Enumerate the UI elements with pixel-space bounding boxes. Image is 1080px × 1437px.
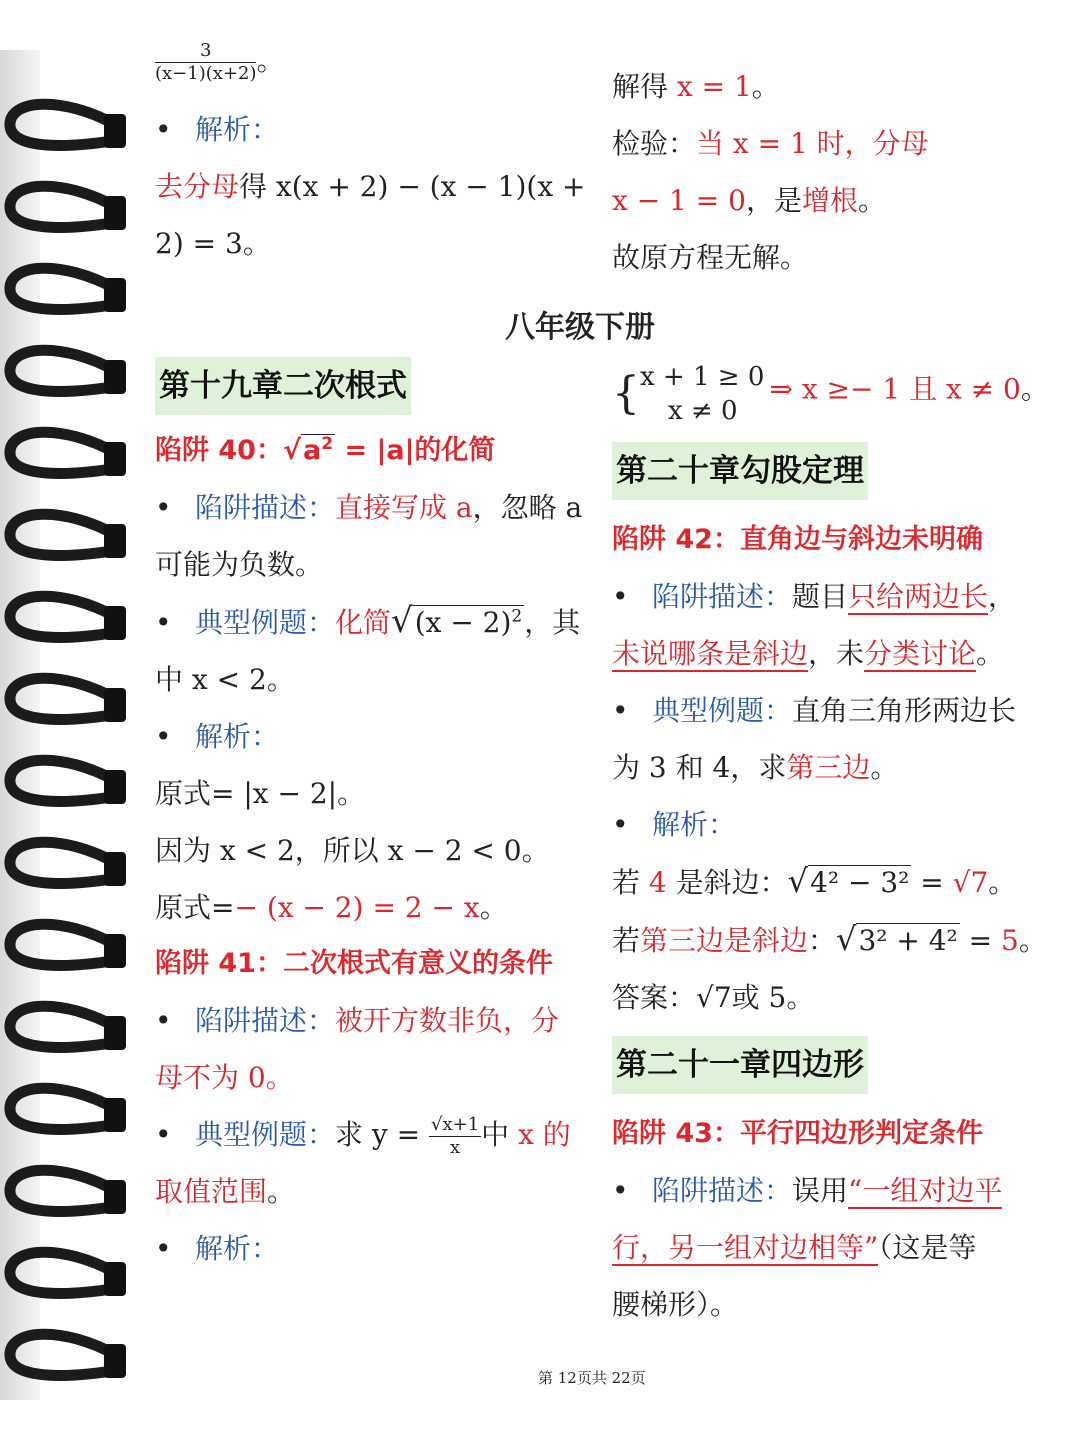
text: 得 x(x + 2) − (x − 1)(x +	[239, 170, 586, 203]
spiral-hole	[104, 1344, 126, 1378]
text: 为 3 和 4，求	[612, 751, 787, 784]
highlight-text: 被开方数非负，分	[335, 1004, 560, 1037]
page-footer: 第 12页共 22页	[538, 1369, 646, 1387]
spiral-hole	[104, 770, 126, 804]
spiral-hole	[104, 442, 126, 476]
system-lines	[640, 360, 764, 428]
spiral-hole	[104, 1016, 126, 1050]
spiral-hole	[104, 278, 126, 312]
brace-icon: {	[612, 368, 640, 419]
text: 。	[870, 751, 899, 784]
system-line: x + 1 ≥ 0	[640, 362, 765, 392]
text: 。	[267, 1175, 296, 1208]
text: ，	[988, 580, 1017, 613]
text: 故原方程无解。	[612, 241, 809, 274]
chapter-title: 第二十一章四边形	[612, 1036, 868, 1094]
text: 解得	[612, 70, 677, 103]
text: ：	[808, 924, 837, 957]
highlight-text: ⇒ x ≥− 1 且 x ≠ 0	[769, 372, 1021, 406]
text: ，忽略 a	[472, 491, 583, 524]
spiral-hole	[104, 852, 126, 886]
text: （这是等	[878, 1231, 977, 1264]
spiral-hole	[104, 688, 126, 722]
highlight-text: 5	[1001, 924, 1019, 957]
text: 误用	[792, 1174, 849, 1207]
superscript: 2	[321, 434, 334, 454]
highlight-text: 第三边	[786, 751, 871, 784]
text: 。	[976, 637, 1005, 670]
text: 答案：√7或 5。	[612, 981, 815, 1014]
spiral-binding	[0, 50, 140, 1400]
text: 。	[751, 70, 780, 103]
text: 。	[256, 44, 285, 77]
trap-43-heading: 陷阱 43：平行四边形判定条件	[612, 1118, 983, 1149]
section-title: 八年级下册	[505, 310, 655, 345]
chapter-20-heading	[612, 442, 1042, 500]
text: =	[959, 924, 1002, 957]
right-column: 解得 x = 1。 检验：当 x = 1 时，分母 x − 1 = 0，是增根。 故原方程无解。 { x + 1 ≥ 0 x ≠ 0 ⇒ x ≥− 1 且 x ≠ 0。 第二十章勾股定理 陷阱 42：直角边与斜边未明确 • 陷阱描述：题目只给两边长， 未说哪条是斜边，未分类讨论。 • 典型例题：直角三角形两边长 为 3 和 4，求第三边。 • 解析： 若 4 是斜边：√4² − 3² = √7。 若第三边是斜边：√3² + 4² = 5。 答案：√7或 5。 第二十一章四边形 陷阱 43：平行四边形判定条件 • 陷阱描述：误用“一组对边平 行，另一组对边相等”（这是等 腰梯形）。	[612, 70, 1049, 1321]
text: 可能为负数。	[155, 548, 324, 581]
spiral-hole	[104, 1098, 126, 1132]
left-column: $\frac{3}{(x-1)(x+2)}$ 。 • 解析： 去分母得 x(x + 2) − (x − 1)(x + 2) = 3。 第十九章二次根式 陷阱 40：$√a^2 = |a|$的化简 • 陷阱描述：直接写成 a，忽略 a 可能为负数。 • 典型例题：化简$√(x - 2)^2$，其 中 x < 2。 • 解析： 原式= |x − 2|。 因为 x < 2，所以 x − 2 < 0。 原式=− (x − 2) = 2 − x。 陷阱 41：二次根式有意义的条件 • 陷阱描述：被开方数非负，分 母不为 0。 • 典型例题：求 y = $\frac{√x+1}{x}$ 中 x 的 取值范围。 • 解析：	[155, 40, 586, 1265]
text: ，是	[745, 184, 802, 217]
highlight-text: − (x − 2) = 2 − x	[234, 891, 480, 924]
text: 求 y =	[335, 1118, 429, 1151]
desc-label: 陷阱描述：	[195, 491, 336, 524]
radicand	[413, 605, 525, 639]
desc-label: 陷阱描述：	[652, 1174, 793, 1207]
radicand: 4² − 3²	[810, 866, 910, 899]
text: 因为 x < 2，所以 x − 2 < 0。	[155, 834, 550, 867]
fraction-numerator: √x+1	[431, 1114, 480, 1135]
radicand-text: (x − 2)	[414, 606, 512, 639]
text: 。	[988, 866, 1017, 899]
highlight-text: 增根	[801, 184, 858, 217]
highlight-text: 取值范围	[155, 1175, 268, 1208]
analysis-label: 解析：	[195, 1232, 280, 1265]
text: 原式= |x − 2|。	[155, 777, 366, 810]
highlight-text: √7	[952, 866, 989, 899]
analysis-label: 解析：	[652, 808, 737, 841]
notebook-page	[150, 40, 1050, 1420]
example-label: 典型例题：	[652, 694, 793, 727]
trap-41-heading: 陷阱 41：二次根式有意义的条件	[155, 948, 553, 979]
highlight-text: 化简	[335, 606, 392, 639]
analysis-label: 解析：	[195, 720, 280, 753]
text: ，未	[808, 637, 865, 670]
example-label: 典型例题：	[195, 1118, 336, 1151]
fraction-denominator: x	[450, 1137, 461, 1158]
underlined-text: 未说哪条是斜边	[612, 637, 809, 670]
spiral-hole	[104, 606, 126, 640]
underlined-text: 分类讨论	[864, 637, 977, 670]
fraction-numerator: 3	[155, 40, 256, 63]
text: 检验：	[612, 127, 697, 160]
highlight-text: x − 1 = 0	[612, 184, 746, 217]
trap-40-heading	[155, 423, 585, 479]
text: 中	[481, 1118, 519, 1151]
spiral-hole	[104, 524, 126, 558]
fraction	[429, 1114, 481, 1159]
text: 直角三角形两边长	[792, 694, 1017, 727]
highlight-text: 4	[648, 866, 667, 899]
text: 2) = 3。	[155, 227, 271, 260]
text: 腰梯形）。	[612, 1288, 739, 1321]
text: 。	[1020, 372, 1049, 406]
example-label: 典型例题：	[195, 606, 336, 639]
desc-label: 陷阱描述：	[195, 1004, 336, 1037]
superscript: 2	[511, 606, 523, 627]
system-result	[769, 373, 1048, 406]
trap-title: 陷阱 40：√	[155, 435, 301, 466]
chapter-21-heading	[612, 1036, 1042, 1094]
trap-title-rest: = |a|的化简	[335, 435, 496, 466]
highlight-text: 去分母	[155, 170, 240, 203]
fraction-denominator: (x−1)(x+2)	[155, 63, 257, 84]
spiral-hole	[104, 196, 126, 230]
text: ，其	[524, 606, 581, 639]
analysis-label: 解析：	[195, 113, 280, 146]
text: 中 x < 2。	[155, 663, 295, 696]
highlight-text: 第三边是斜边	[640, 924, 809, 957]
radicand: 3² + 4²	[858, 924, 958, 957]
radicand	[301, 434, 335, 466]
fraction	[155, 40, 256, 85]
text: 题目	[792, 580, 849, 613]
text: 若	[612, 866, 649, 899]
highlight-text: 母不为 0。	[155, 1061, 294, 1094]
spiral-hole	[104, 114, 126, 148]
radicand-text: a	[302, 435, 322, 466]
text: 。	[479, 891, 508, 924]
underlined-text: 行，另一组对边相等”	[612, 1231, 879, 1264]
text: 。	[857, 184, 886, 217]
spiral-hole	[104, 934, 126, 968]
chapter-19-heading	[155, 357, 585, 415]
text: 若	[612, 924, 641, 957]
underlined-text: 只给两边长	[848, 580, 989, 613]
desc-label: 陷阱描述：	[652, 580, 793, 613]
highlight-text: x = 1	[676, 70, 752, 103]
chapter-title: 第十九章二次根式	[155, 357, 411, 415]
text: 是斜边：	[666, 866, 788, 899]
highlight-text: 直接写成 a	[335, 491, 473, 524]
trap-42-heading: 陷阱 42：直角边与斜边未明确	[612, 524, 983, 555]
spiral-hole	[104, 360, 126, 394]
text: =	[911, 866, 953, 899]
system-line: x ≠ 0	[668, 396, 738, 426]
chapter-title: 第二十章勾股定理	[612, 442, 868, 500]
spiral-hole	[104, 1262, 126, 1296]
spiral-hole	[104, 1180, 126, 1214]
text: 。	[1018, 924, 1047, 957]
text: 原式=	[155, 891, 235, 924]
inequality-system	[612, 360, 1049, 428]
highlight-text: x 的	[518, 1118, 571, 1151]
underlined-text: “一组对边平	[848, 1174, 1003, 1207]
highlight-text: 当 x = 1 时，分母	[696, 127, 929, 160]
